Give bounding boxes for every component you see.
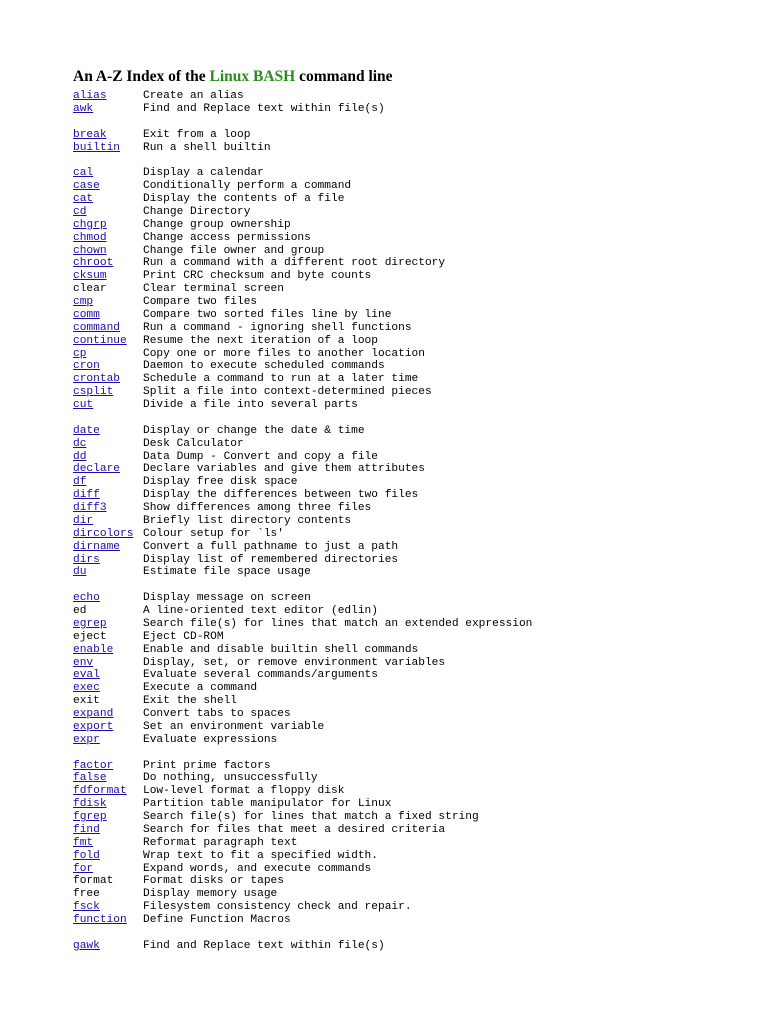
command-row bbox=[73, 206, 753, 219]
command-link[interactable]: du bbox=[73, 566, 87, 579]
command-description: Schedule a command to run at a later time bbox=[143, 373, 419, 386]
command-row bbox=[73, 90, 753, 103]
command-link[interactable]: cp bbox=[73, 347, 87, 360]
command-row bbox=[73, 180, 753, 193]
command-row bbox=[73, 566, 753, 579]
command-row bbox=[73, 760, 753, 773]
command-link[interactable]: diff bbox=[73, 489, 100, 502]
command-description: Colour setup for `ls' bbox=[143, 527, 284, 540]
command-row bbox=[73, 373, 753, 386]
command-row bbox=[73, 657, 753, 670]
command-description: Display or change the date & time bbox=[143, 424, 365, 437]
command-link[interactable]: false bbox=[73, 772, 107, 785]
command-row bbox=[73, 283, 753, 296]
command-row bbox=[73, 257, 753, 270]
command-row bbox=[73, 528, 753, 541]
command-description: Evaluate expressions bbox=[143, 733, 278, 746]
command-row bbox=[73, 850, 753, 863]
command-link[interactable]: eval bbox=[73, 669, 100, 682]
command-description: Change file owner and group bbox=[143, 244, 325, 257]
command-description: Run a command - ignoring shell functions bbox=[143, 321, 412, 334]
command-link[interactable]: function bbox=[73, 914, 127, 927]
command-link[interactable]: chroot bbox=[73, 257, 114, 270]
command-description: Display message on screen bbox=[143, 592, 311, 605]
command-row bbox=[73, 618, 753, 631]
command-link[interactable]: fold bbox=[73, 849, 100, 862]
command-description: Search for files that meet a desired criteria bbox=[143, 823, 446, 836]
command-description: Convert a full pathname to just a path bbox=[143, 540, 399, 553]
command-row bbox=[73, 940, 753, 953]
command-group-f bbox=[73, 760, 753, 927]
command-link[interactable]: continue bbox=[73, 334, 127, 347]
command-description: Show differences among three files bbox=[143, 502, 372, 515]
command-description: Declare variables and give them attributes bbox=[143, 463, 425, 476]
command-link[interactable]: gawk bbox=[73, 939, 100, 952]
command-row bbox=[73, 669, 753, 682]
command-row bbox=[73, 824, 753, 837]
command-row bbox=[73, 901, 753, 914]
command-description: Change Directory bbox=[143, 205, 251, 218]
command-link[interactable]: builtin bbox=[73, 141, 120, 154]
command-name: eject bbox=[73, 630, 107, 643]
command-link[interactable]: date bbox=[73, 424, 100, 437]
command-row bbox=[73, 232, 753, 245]
command-row bbox=[73, 695, 753, 708]
command-description: Reformat paragraph text bbox=[143, 836, 298, 849]
command-row bbox=[73, 863, 753, 876]
command-description: Execute a command bbox=[143, 682, 258, 695]
command-row bbox=[73, 631, 753, 644]
command-link[interactable]: fdformat bbox=[73, 785, 127, 798]
command-description: Display, set, or remove environment variables bbox=[143, 656, 446, 669]
command-link[interactable]: crontab bbox=[73, 373, 120, 386]
command-description: Desk Calculator bbox=[143, 437, 244, 450]
command-row bbox=[73, 888, 753, 901]
command-link[interactable]: factor bbox=[73, 759, 114, 772]
command-link[interactable]: alias bbox=[73, 90, 107, 102]
command-description: Display free disk space bbox=[143, 476, 298, 489]
command-link[interactable]: declare bbox=[73, 463, 120, 476]
command-row bbox=[73, 515, 753, 528]
command-description: Run a command with a different root directory bbox=[143, 257, 446, 270]
command-row bbox=[73, 605, 753, 618]
command-link[interactable]: find bbox=[73, 823, 100, 836]
command-description: Find and Replace text within file(s) bbox=[143, 939, 385, 952]
command-link[interactable]: cut bbox=[73, 399, 94, 412]
command-description: Split a file into context-determined pieces bbox=[143, 386, 432, 399]
command-row bbox=[73, 193, 753, 206]
command-link[interactable]: chmod bbox=[73, 231, 107, 244]
command-description: Run a shell builtin bbox=[143, 141, 271, 154]
command-link[interactable]: echo bbox=[73, 592, 100, 605]
command-link[interactable]: awk bbox=[73, 102, 94, 115]
command-description: Convert tabs to spaces bbox=[143, 708, 291, 721]
command-name: format bbox=[73, 875, 114, 888]
command-link[interactable]: dd bbox=[73, 450, 87, 463]
command-description: Daemon to execute scheduled commands bbox=[143, 360, 385, 373]
command-link[interactable]: cal bbox=[73, 167, 94, 180]
command-description: Display list of remembered directories bbox=[143, 553, 399, 566]
command-link[interactable]: chgrp bbox=[73, 218, 107, 231]
command-description: Change group ownership bbox=[143, 218, 291, 231]
command-row bbox=[73, 335, 753, 348]
command-description: Partition table manipulator for Linux bbox=[143, 798, 392, 811]
command-row bbox=[73, 772, 753, 785]
command-link[interactable]: expand bbox=[73, 708, 114, 721]
command-link[interactable]: dircolors bbox=[73, 527, 134, 540]
command-group-e bbox=[73, 592, 753, 747]
command-link[interactable]: fmt bbox=[73, 836, 94, 849]
command-description: Display the contents of a file bbox=[143, 193, 345, 206]
command-description: Search file(s) for lines that match a fixed string bbox=[143, 811, 479, 824]
command-link[interactable]: case bbox=[73, 180, 100, 193]
title-accent: Linux BASH bbox=[209, 68, 296, 85]
command-description: Evaluate several commands/arguments bbox=[143, 669, 378, 682]
command-link[interactable]: dirname bbox=[73, 540, 120, 553]
command-description: Divide a file into several parts bbox=[143, 399, 358, 412]
command-link[interactable]: comm bbox=[73, 308, 100, 321]
command-description: Briefly list directory contents bbox=[143, 514, 352, 527]
command-row bbox=[73, 785, 753, 798]
command-row bbox=[73, 489, 753, 502]
command-description: Do nothing, unsuccessfully bbox=[143, 772, 318, 785]
command-description: Conditionally perform a command bbox=[143, 180, 352, 193]
command-link[interactable]: cksum bbox=[73, 270, 107, 283]
command-link[interactable]: egrep bbox=[73, 617, 107, 630]
command-description: Estimate file space usage bbox=[143, 566, 311, 579]
command-description: Set an environment variable bbox=[143, 720, 325, 733]
command-description: Compare two files bbox=[143, 296, 258, 309]
command-name: free bbox=[73, 888, 100, 901]
command-description: Enable and disable builtin shell commands bbox=[143, 643, 419, 656]
command-link[interactable]: exec bbox=[73, 682, 100, 695]
command-row bbox=[73, 425, 753, 438]
command-row bbox=[73, 811, 753, 824]
command-link[interactable]: for bbox=[73, 862, 94, 875]
command-link[interactable]: chown bbox=[73, 244, 107, 257]
command-link[interactable]: dir bbox=[73, 514, 94, 527]
command-row bbox=[73, 219, 753, 232]
command-row bbox=[73, 476, 753, 489]
command-row bbox=[73, 270, 753, 283]
command-description: Define Function Macros bbox=[143, 914, 291, 927]
command-link[interactable]: expr bbox=[73, 733, 100, 746]
command-index bbox=[73, 90, 753, 953]
command-group-g bbox=[73, 940, 753, 953]
command-group-d bbox=[73, 425, 753, 580]
command-row bbox=[73, 245, 753, 258]
command-row bbox=[73, 103, 753, 116]
command-row bbox=[73, 554, 753, 567]
command-name: exit bbox=[73, 695, 100, 708]
command-link[interactable]: fdisk bbox=[73, 798, 107, 811]
command-link[interactable]: dc bbox=[73, 437, 87, 450]
command-link[interactable]: cd bbox=[73, 205, 87, 218]
command-group-a bbox=[73, 90, 753, 116]
command-link[interactable]: cmp bbox=[73, 296, 94, 309]
command-row bbox=[73, 798, 753, 811]
command-link[interactable]: cron bbox=[73, 360, 100, 373]
command-description: Print CRC checksum and byte counts bbox=[143, 270, 372, 283]
command-row bbox=[73, 734, 753, 747]
command-row bbox=[73, 399, 753, 412]
command-row bbox=[73, 592, 753, 605]
command-name: ed bbox=[73, 605, 87, 618]
command-description: Exit from a loop bbox=[143, 128, 251, 141]
command-link[interactable]: env bbox=[73, 656, 94, 669]
command-row bbox=[73, 296, 753, 309]
command-link[interactable]: enable bbox=[73, 643, 114, 656]
command-link[interactable]: export bbox=[73, 720, 114, 733]
command-row bbox=[73, 721, 753, 734]
command-row bbox=[73, 682, 753, 695]
command-description: Eject CD-ROM bbox=[143, 630, 224, 643]
command-description: Exit the shell bbox=[143, 695, 237, 708]
command-description: Clear terminal screen bbox=[143, 283, 284, 296]
command-row bbox=[73, 875, 753, 888]
command-description: A line-oriented text editor (edlin) bbox=[143, 605, 378, 618]
command-row bbox=[73, 142, 753, 155]
command-description: Create an alias bbox=[143, 90, 244, 102]
command-link[interactable]: df bbox=[73, 476, 87, 489]
command-row bbox=[73, 438, 753, 451]
title-prefix: An A-Z Index of the bbox=[73, 68, 210, 85]
command-link[interactable]: csplit bbox=[73, 386, 114, 399]
command-row bbox=[73, 644, 753, 657]
command-description: Display the differences between two files bbox=[143, 489, 419, 502]
title-suffix: command line bbox=[295, 68, 393, 85]
command-description: Display a calendar bbox=[143, 167, 264, 180]
command-description: Copy one or more files to another location bbox=[143, 347, 425, 360]
command-group-b bbox=[73, 129, 753, 155]
command-description: Search file(s) for lines that match an extended expression bbox=[143, 617, 533, 630]
command-link[interactable]: command bbox=[73, 321, 120, 334]
command-description: Find and Replace text within file(s) bbox=[143, 102, 385, 115]
command-link[interactable]: fgrep bbox=[73, 811, 107, 824]
command-row bbox=[73, 502, 753, 515]
command-row bbox=[73, 708, 753, 721]
command-row bbox=[73, 914, 753, 927]
command-description: Resume the next iteration of a loop bbox=[143, 334, 378, 347]
command-link[interactable]: cat bbox=[73, 193, 94, 206]
command-row bbox=[73, 348, 753, 361]
document-page bbox=[73, 66, 753, 966]
command-description: Display memory usage bbox=[143, 888, 278, 901]
command-group-c bbox=[73, 167, 753, 412]
command-row bbox=[73, 386, 753, 399]
command-row bbox=[73, 463, 753, 476]
command-link[interactable]: fsck bbox=[73, 901, 100, 914]
command-row bbox=[73, 129, 753, 142]
page-title bbox=[73, 66, 753, 88]
command-description: Compare two sorted files line by line bbox=[143, 308, 392, 321]
command-description: Format disks or tapes bbox=[143, 875, 284, 888]
command-row bbox=[73, 322, 753, 335]
command-row bbox=[73, 167, 753, 180]
command-row bbox=[73, 541, 753, 554]
command-description: Expand words, and execute commands bbox=[143, 862, 372, 875]
command-description: Wrap text to fit a specified width. bbox=[143, 849, 378, 862]
command-link[interactable]: break bbox=[73, 128, 107, 141]
command-description: Change access permissions bbox=[143, 231, 311, 244]
command-name: clear bbox=[73, 283, 107, 296]
command-row bbox=[73, 360, 753, 373]
command-row bbox=[73, 451, 753, 464]
command-row bbox=[73, 837, 753, 850]
command-link[interactable]: dirs bbox=[73, 553, 100, 566]
command-description: Data Dump - Convert and copy a file bbox=[143, 450, 378, 463]
command-link[interactable]: diff3 bbox=[73, 502, 107, 515]
command-row bbox=[73, 309, 753, 322]
command-description: Print prime factors bbox=[143, 759, 271, 772]
command-description: Filesystem consistency check and repair. bbox=[143, 901, 412, 914]
command-description: Low-level format a floppy disk bbox=[143, 785, 345, 798]
